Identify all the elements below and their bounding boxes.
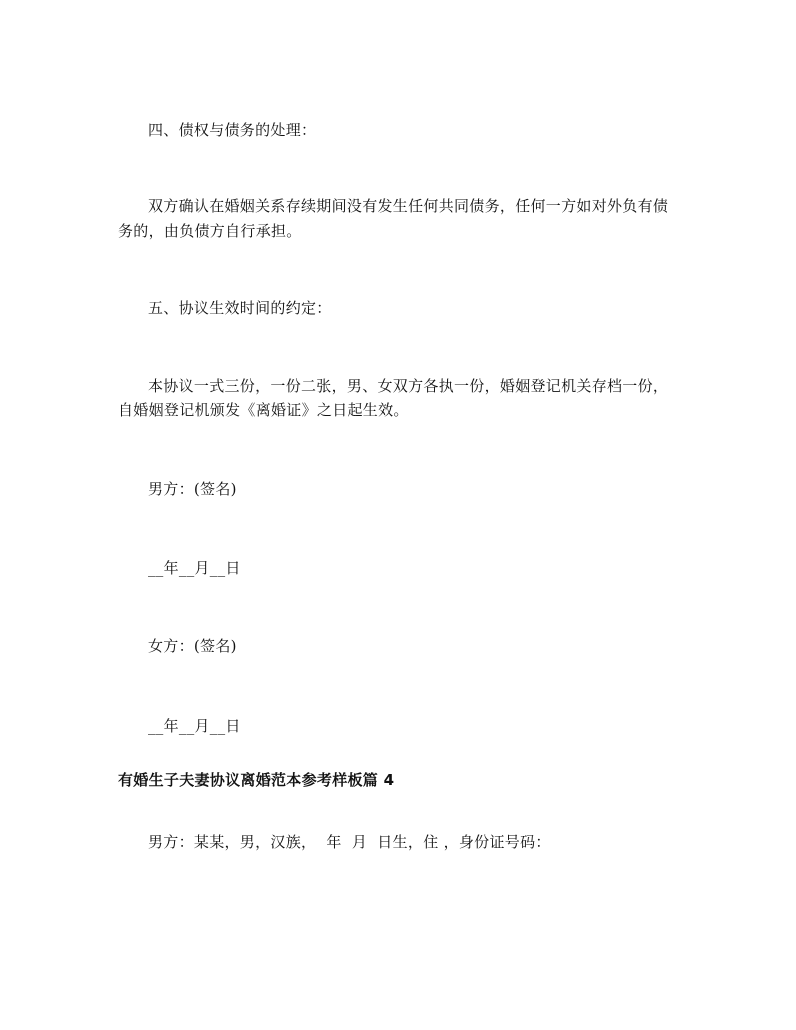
section5-paragraph-line2: 自婚姻登记机颁发《离婚证》之日起生效。 <box>118 401 409 419</box>
section4-paragraph-line2: 务的，由负债方自行承担。 <box>118 222 302 240</box>
section5-heading: 五、协议生效时间的约定： <box>148 299 332 317</box>
section5-paragraph-line1: 本协议一式三份，一份二张，男、女双方各执一份，婚姻登记机关存档一份， <box>148 377 669 395</box>
female-signature-line: 女方：(签名) <box>148 637 237 655</box>
male-signature-line: 男方：(签名) <box>148 480 237 498</box>
next-section-title: 有婚生子夫妻协议离婚范本参考样板篇 4 <box>118 771 395 789</box>
section4-heading: 四、债权与债务的处理： <box>148 121 317 139</box>
male-date-line: __年__月__日 <box>148 559 241 577</box>
female-date-line: __年__月__日 <box>148 717 241 735</box>
male-info-line: 男方：某某，男，汉族， 年 月 日生，住 ，身份证号码： <box>148 833 551 851</box>
section4-paragraph-line1: 双方确认在婚姻关系存续期间没有发生任何共同债务，任何一方如对外负有债 <box>148 197 669 215</box>
